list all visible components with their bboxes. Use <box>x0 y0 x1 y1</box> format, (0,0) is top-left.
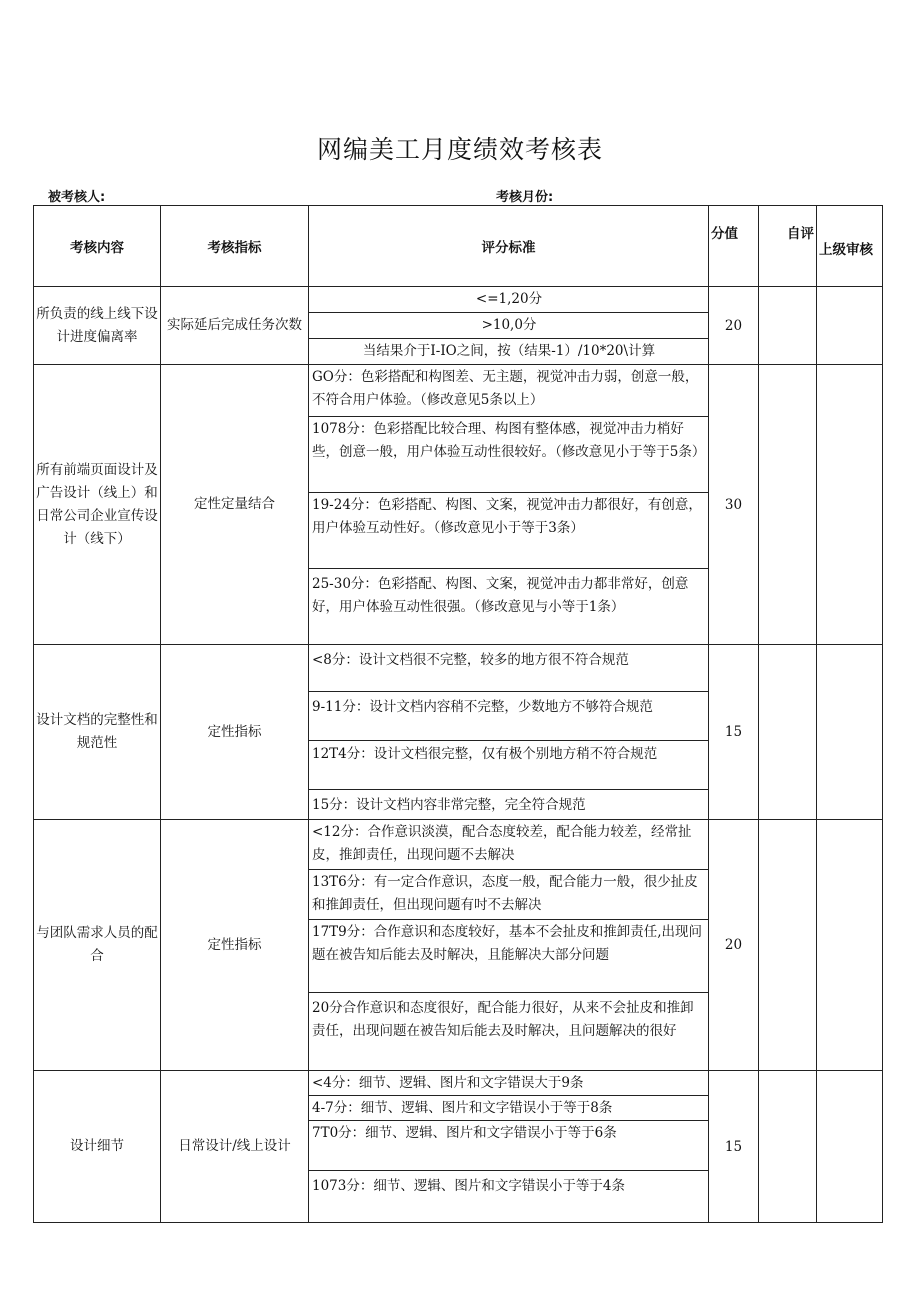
content-cell: 设计细节 <box>34 1071 161 1223</box>
header-row <box>34 206 883 287</box>
table-row <box>34 1071 883 1223</box>
criteria-cell <box>309 365 709 645</box>
criteria-cell <box>309 1071 709 1223</box>
criteria-item: 4-7分：细节、逻辑、图片和文字错误小于等于8条 <box>309 1096 708 1121</box>
header-score: 分值 <box>709 206 759 287</box>
indicator-cell: 定性定量结合 <box>161 365 309 645</box>
supervisor-cell[interactable] <box>817 645 883 820</box>
criteria-cell <box>309 820 709 1071</box>
table-row <box>34 365 883 645</box>
criteria-item: <4分：细节、逻辑、图片和文字错误大于9条 <box>309 1071 708 1096</box>
header-standard: 评分标准 <box>309 206 709 287</box>
score-cell: 20 <box>709 820 759 1071</box>
indicator-cell: 实际延后完成任务次数 <box>161 287 309 365</box>
supervisor-cell[interactable] <box>817 820 883 1071</box>
supervisor-cell[interactable] <box>817 1071 883 1223</box>
score-cell: 20 <box>709 287 759 365</box>
criteria-item: <=1,20分 <box>309 287 708 313</box>
header-self: 自评 <box>759 206 817 287</box>
header-content: 考核内容 <box>34 206 161 287</box>
criteria-cell <box>309 287 709 365</box>
criteria-item: 19-24分：色彩搭配、构图、文案，视觉冲击力都很好，有创意，用户体验互动性好。（修改意见小于等于3条） <box>309 493 708 569</box>
header-indicator: 考核指标 <box>161 206 309 287</box>
score-cell: 15 <box>709 1071 759 1223</box>
criteria-item: >10,0分 <box>309 313 708 339</box>
self-eval-cell[interactable] <box>759 820 817 1071</box>
criteria-item: 13T6分：有一定合作意识，态度一般，配合能力一般，很少扯皮和推卸责任，但出现问题有吋不去解决 <box>309 870 708 920</box>
criteria-item: 15分：设计文档内容非常完整，完全符合规范 <box>312 797 586 813</box>
criteria-item: 20分合作意识和态度很好，配合能力很好，从来不会扯皮和推卸责任，出现问题在被告知后能去及时解决，且问题解决的很好 <box>312 1000 694 1039</box>
page-title: 网编美工月度绩效考核表 <box>316 135 603 164</box>
criteria-item: <8分：设计文档很不完整，较多的地方很不符合规范 <box>309 645 708 692</box>
criteria-item: 1073分：细节、逻辑、图片和文字错误小于等于4条 <box>312 1178 625 1194</box>
criteria-item: <12分：合作意识淡漠，配合态度较差，配合能力较差，经常扯皮，推卸责任，出现问题不去解决 <box>309 820 708 870</box>
month-label: 考核月份: <box>496 190 554 205</box>
score-cell: 15 <box>709 645 759 820</box>
indicator-cell: 定性指标 <box>161 820 309 1071</box>
criteria-item: GO分：色彩搭配和构图差、无主题，视觉冲击力弱，创意一般，不符合用户体验。（修改意见5条以上） <box>309 365 708 417</box>
criteria-item: 9-11分：设计文档内容稍不完整，少数地方不够符合规范 <box>309 692 708 741</box>
criteria-cell <box>309 645 709 820</box>
criteria-item: 1078分：色彩搭配比较合理、构图有整体感，视觉冲击力梢好些，创意一般，用户体验互动性很较好。（修改意见小于等于5条） <box>309 417 708 493</box>
supervisor-cell[interactable] <box>817 287 883 365</box>
content-cell: 与团队需求人员的配合 <box>34 820 161 1071</box>
indicator-cell: 日常设计/线上设计 <box>161 1071 309 1223</box>
self-eval-cell[interactable] <box>759 365 817 645</box>
score-cell: 30 <box>709 365 759 645</box>
supervisor-cell[interactable] <box>817 365 883 645</box>
self-eval-cell[interactable] <box>759 1071 817 1223</box>
assessee-label: 被考核人: <box>48 190 106 205</box>
criteria-item: 17T9分：合作意识和态度较好，基本不会扯皮和推卸责任,出现问题在被告知后能去及时解决，且能解决大部分问题 <box>309 920 708 993</box>
table-row <box>34 820 883 1071</box>
header-supervisor: 上级审核 <box>817 206 883 287</box>
criteria-item: 当结果介于I-IO之间，按（结果-1）/10*20\计算 <box>362 343 656 359</box>
criteria-item: 7T0分：细节、逻辑、图片和文字错误小于等于6条 <box>309 1121 708 1171</box>
self-eval-cell[interactable] <box>759 287 817 365</box>
table-row <box>34 645 883 820</box>
content-cell: 设计文档的完整性和规范性 <box>34 645 161 820</box>
content-cell: 所负责的线上线下设计进度偏离率 <box>34 287 161 365</box>
indicator-cell: 定性指标 <box>161 645 309 820</box>
content-cell: 所有前端页面设计及广告设计（线上）和日常公司企业宣传设计（线下） <box>34 365 161 645</box>
criteria-item: 12T4分：设计文档很完整，仅有极个别地方稍不符合规范 <box>309 741 708 790</box>
assessment-table <box>33 205 883 1223</box>
table-row <box>34 287 883 365</box>
criteria-item: 25-30分：色彩搭配、构图、文案，视觉冲击力都非常好，创意好，用户体验互动性很强。（修改意见与小等于1条） <box>312 576 689 615</box>
self-eval-cell[interactable] <box>759 645 817 820</box>
